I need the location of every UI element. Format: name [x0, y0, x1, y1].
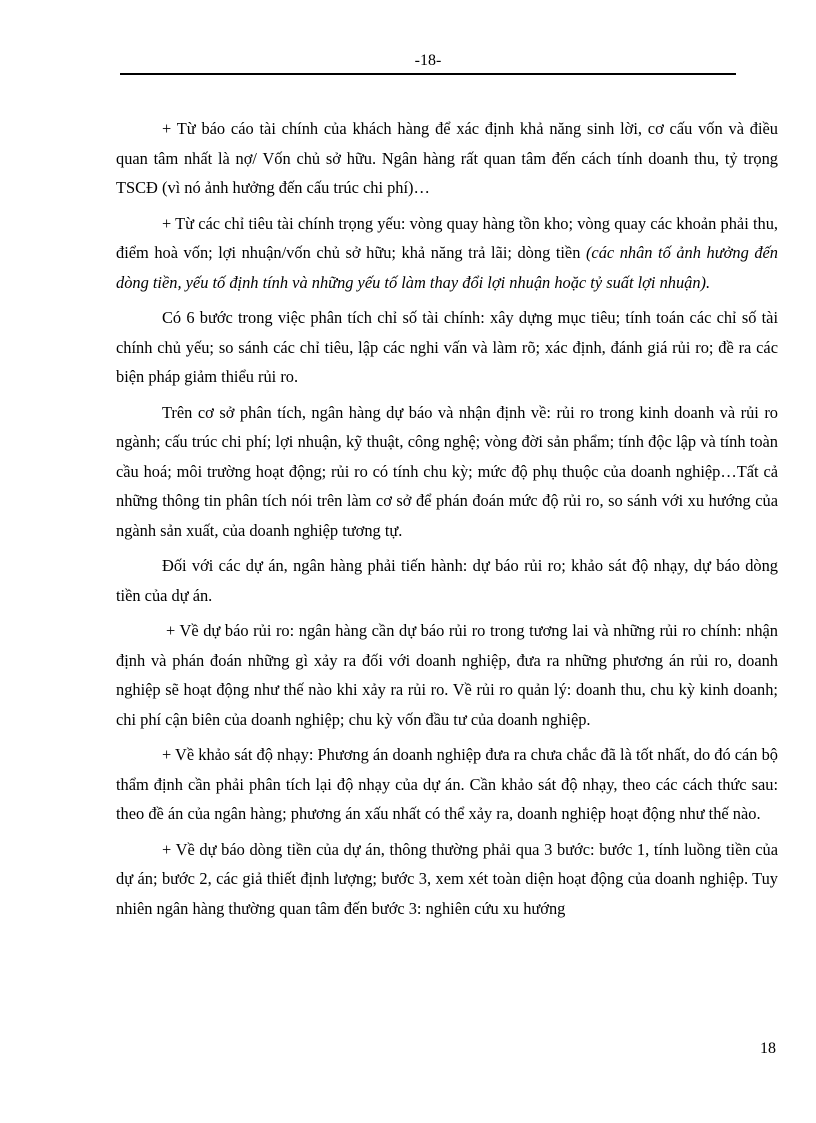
paragraph-text: Đối với các dự án, ngân hàng phải tiến hành: dự báo rủi ro; khảo sát độ nhạy, dự báo dòng tiền của dự án.: [116, 556, 778, 605]
paragraph-sensitivity: [116, 740, 778, 829]
page-header-number: -18-: [414, 52, 442, 69]
paragraph-text: + Về khảo sát độ nhạy: Phương án doanh nghiệp đưa ra chưa chắc đã là tốt nhất, do đó cán bộ thẩm định cần phải phân tích lại độ nhạy của dự án. Cần khảo sát độ nhạy, theo các cách thức sau: theo đề án của ngân hàng; phương án xấu nhất có thể xảy ra, doanh nghiệp hoạt động như thế nào.: [116, 745, 778, 823]
paragraph-text: + Từ các chỉ tiêu tài chính trọng yếu: vòng quay hàng tồn kho; vòng quay các khoản phải thu, điểm hoà vốn; lợi nhuận/vốn chủ sở hữu; khả năng trả lãi; dòng tiền: [116, 213, 778, 262]
paragraph-financial-indicators: [116, 209, 778, 298]
paragraph-text: Có 6 bước trong việc phân tích chỉ số tài chính: xây dựng mục tiêu; tính toán các chỉ số tài chính chủ yếu; so sánh các chỉ tiêu, lập các nghi vấn và làm rõ; xác định, đánh giá rủi ro; đề ra các biện pháp giảm thiểu rủi ro.: [116, 308, 778, 386]
header-rule: [120, 73, 736, 75]
paragraph-italic-text: (các nhân tố ảnh hưởng đến dòng tiền, yếu tố định tính và những yếu tố làm thay đổi lợi nhuận hoặc tỷ suất lợi nhuận).: [116, 243, 778, 292]
paragraph-financial-report: [116, 114, 778, 203]
paragraph-cash-flow: [116, 835, 778, 924]
page-footer-number: 18: [760, 1040, 776, 1057]
paragraph-text: + Về dự báo rủi ro: ngân hàng cần dự báo rủi ro trong tương lai và những rủi ro chính: nhận định và phán đoán những gì xảy ra đối với doanh nghiệp, đưa ra những phương án rủi ro, doanh nghiệp sẽ hoạt động như thế nào khi xảy ra rủi ro. Về rủi ro quản lý: doanh thu, chu kỳ kinh doanh; chi phí cận biên của doanh nghiệp; chu kỳ vốn đầu tư của doanh nghiệp.: [116, 621, 778, 729]
document-body: [116, 114, 778, 929]
paragraph-text: + Về dự báo dòng tiền của dự án, thông thường phải qua 3 bước: bước 1, tính luồng tiền của dự án; bước 2, các giả thiết định lượng; bước 3, xem xét toàn diện hoạt động của doanh nghiệp. Tuy nhiên ngân hàng thường quan tâm đến bước 3: nghiên cứu xu hướng: [116, 839, 778, 918]
paragraph-six-steps: [116, 303, 778, 392]
paragraph-text: + Từ báo cáo tài chính của khách hàng để xác định khả năng sinh lời, cơ cấu vốn và điều quan tâm nhất là nợ/ Vốn chủ sở hữu. Ngân hàng rất quan tâm đến cách tính doanh thu, tỷ trọng TSCĐ (vì nó ảnh hưởng đến cấu trúc chi phí)…: [116, 119, 778, 197]
paragraph-text: Trên cơ sở phân tích, ngân hàng dự báo và nhận định về: rủi ro trong kinh doanh và rủi ro ngành; cấu trúc chi phí; lợi nhuận, kỹ thuật, công nghệ; vòng đời sản phẩm; tính độc lập và tính toàn cầu hoá; môi trường hoạt động; rủi ro có tính chu kỳ; mức độ phụ thuộc của doanh nghiệp…Tất cả những thông tin phân tích nói trên làm cơ sở để phán đoán mức độ rủi ro, so sánh với xu hướng của ngành sản xuất, của doanh nghiệp tương tự.: [116, 402, 778, 540]
paragraph-risk-forecast: [116, 616, 778, 734]
paragraph-analysis-basis: [116, 398, 778, 546]
paragraph-projects: [116, 551, 778, 610]
